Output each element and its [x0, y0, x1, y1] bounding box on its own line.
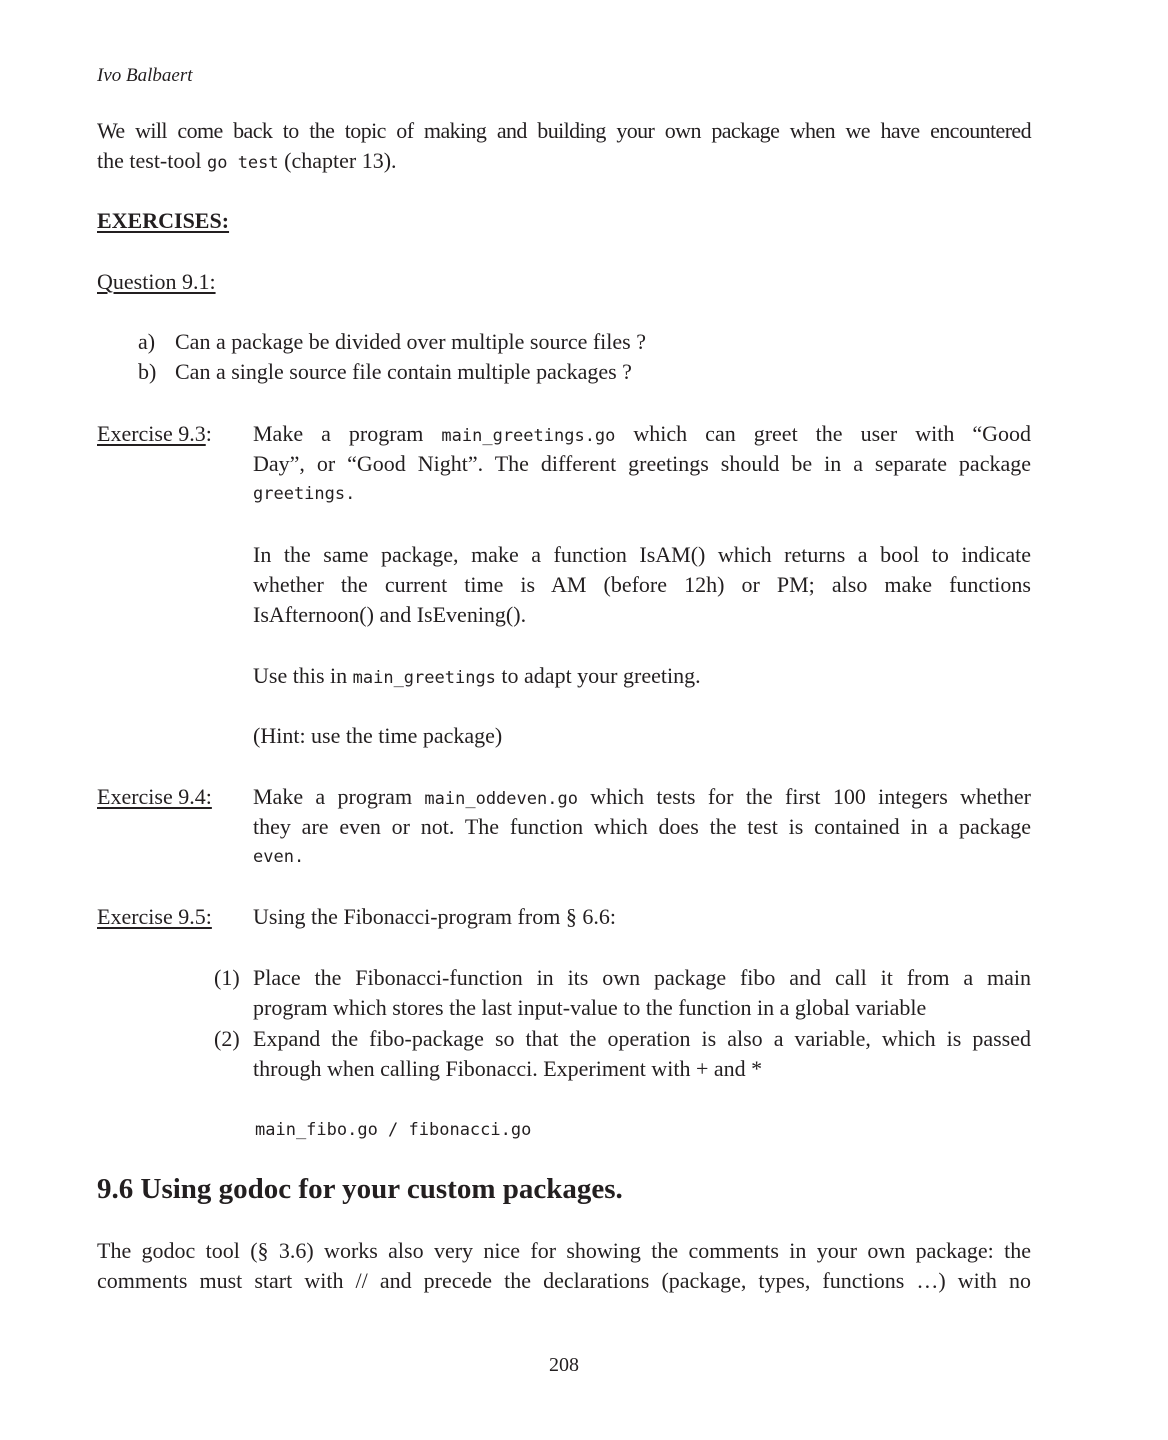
intro-line-2 [97, 146, 1031, 176]
section-para-line-2: comments must start with // and precede the declarations (package, types, functions …) with no [97, 1268, 1031, 1293]
exercise-9-3-label [97, 419, 212, 449]
ex95-item-2-line-1: Expand the fibo-package so that the operation is also a variable, which is passed [253, 1026, 1031, 1051]
text: Use this in [253, 663, 353, 688]
ex94-line-2: they are even or not. The function which does the test is contained in a package [253, 814, 1031, 839]
list-marker: a) [138, 329, 156, 354]
ex93-p2-line-1: In the same package, make a function IsAM() which returns a bool to indicate [253, 542, 1031, 567]
inline-code: main_greetings [352, 668, 496, 688]
ex93-p3 [253, 661, 1031, 691]
list-marker: (1) [214, 965, 240, 990]
label-text: Exercise 9.3 [97, 421, 206, 446]
exercise-9-5-label: Exercise 9.5: [97, 904, 212, 929]
text: Make a program [253, 784, 425, 809]
ex93-line-3-code: greetings. [253, 484, 356, 504]
running-header-author: Ivo Balbaert [97, 65, 193, 86]
list-marker: (2) [214, 1026, 240, 1051]
inline-code: main_greetings.go [441, 426, 616, 446]
ex95-item-1-line-2: program which stores the last input-value to the function in a global variable [253, 995, 927, 1020]
question-item: Can a package be divided over multiple source files ? [175, 329, 646, 354]
ex93-p2-line-2: whether the current time is AM (before 12h) or PM; also make functions [253, 572, 1031, 597]
page-number: 208 [549, 1354, 579, 1376]
ex95-item-1-line-1: Place the Fibonacci-function in its own package fibo and call it from a main [253, 965, 1031, 990]
ex95-intro: Using the Fibonacci-program from § 6.6: [253, 904, 616, 929]
ex93-line-1 [253, 419, 1031, 449]
question-item: Can a single source file contain multiple packages ? [175, 359, 632, 384]
section-para-line-1: The godoc tool (§ 3.6) works also very nice for showing the comments in your own package: the [97, 1238, 1031, 1263]
question-label: Question 9.1: [97, 269, 216, 294]
ex95-item-2-line-2: through when calling Fibonacci. Experiment with + and * [253, 1056, 763, 1081]
ex94-line-1 [253, 782, 1031, 812]
intro-line-1: We will come back to the topic of making and building your own package when we have encountered [97, 118, 1031, 143]
text: (chapter 13). [278, 148, 397, 173]
text: Make a program [253, 421, 442, 446]
inline-code: go test [206, 153, 279, 173]
text: the test-tool [97, 148, 207, 173]
ex93-line-2: Day”, or “Good Night”. The different greetings should be in a separate package [253, 451, 1031, 476]
exercises-heading: EXERCISES: [97, 208, 230, 233]
ex94-line-3-code: even. [253, 847, 305, 867]
list-marker: b) [138, 359, 157, 384]
ex93-p2-line-3: IsAfternoon() and IsEvening(). [253, 602, 527, 627]
colon: : [205, 421, 212, 446]
text: which can greet the user with “Good [615, 421, 1031, 446]
text: which tests for the first 100 integers whether [577, 784, 1031, 809]
ex93-hint: (Hint: use the time package) [253, 723, 503, 748]
text: to adapt your greeting. [495, 663, 701, 688]
ex95-code-files: main_fibo.go / fibonacci.go [255, 1120, 532, 1140]
section-heading: 9.6 Using godoc for your custom packages. [97, 1173, 623, 1205]
inline-code: main_oddeven.go [424, 789, 578, 809]
exercise-9-4-label: Exercise 9.4: [97, 784, 212, 809]
